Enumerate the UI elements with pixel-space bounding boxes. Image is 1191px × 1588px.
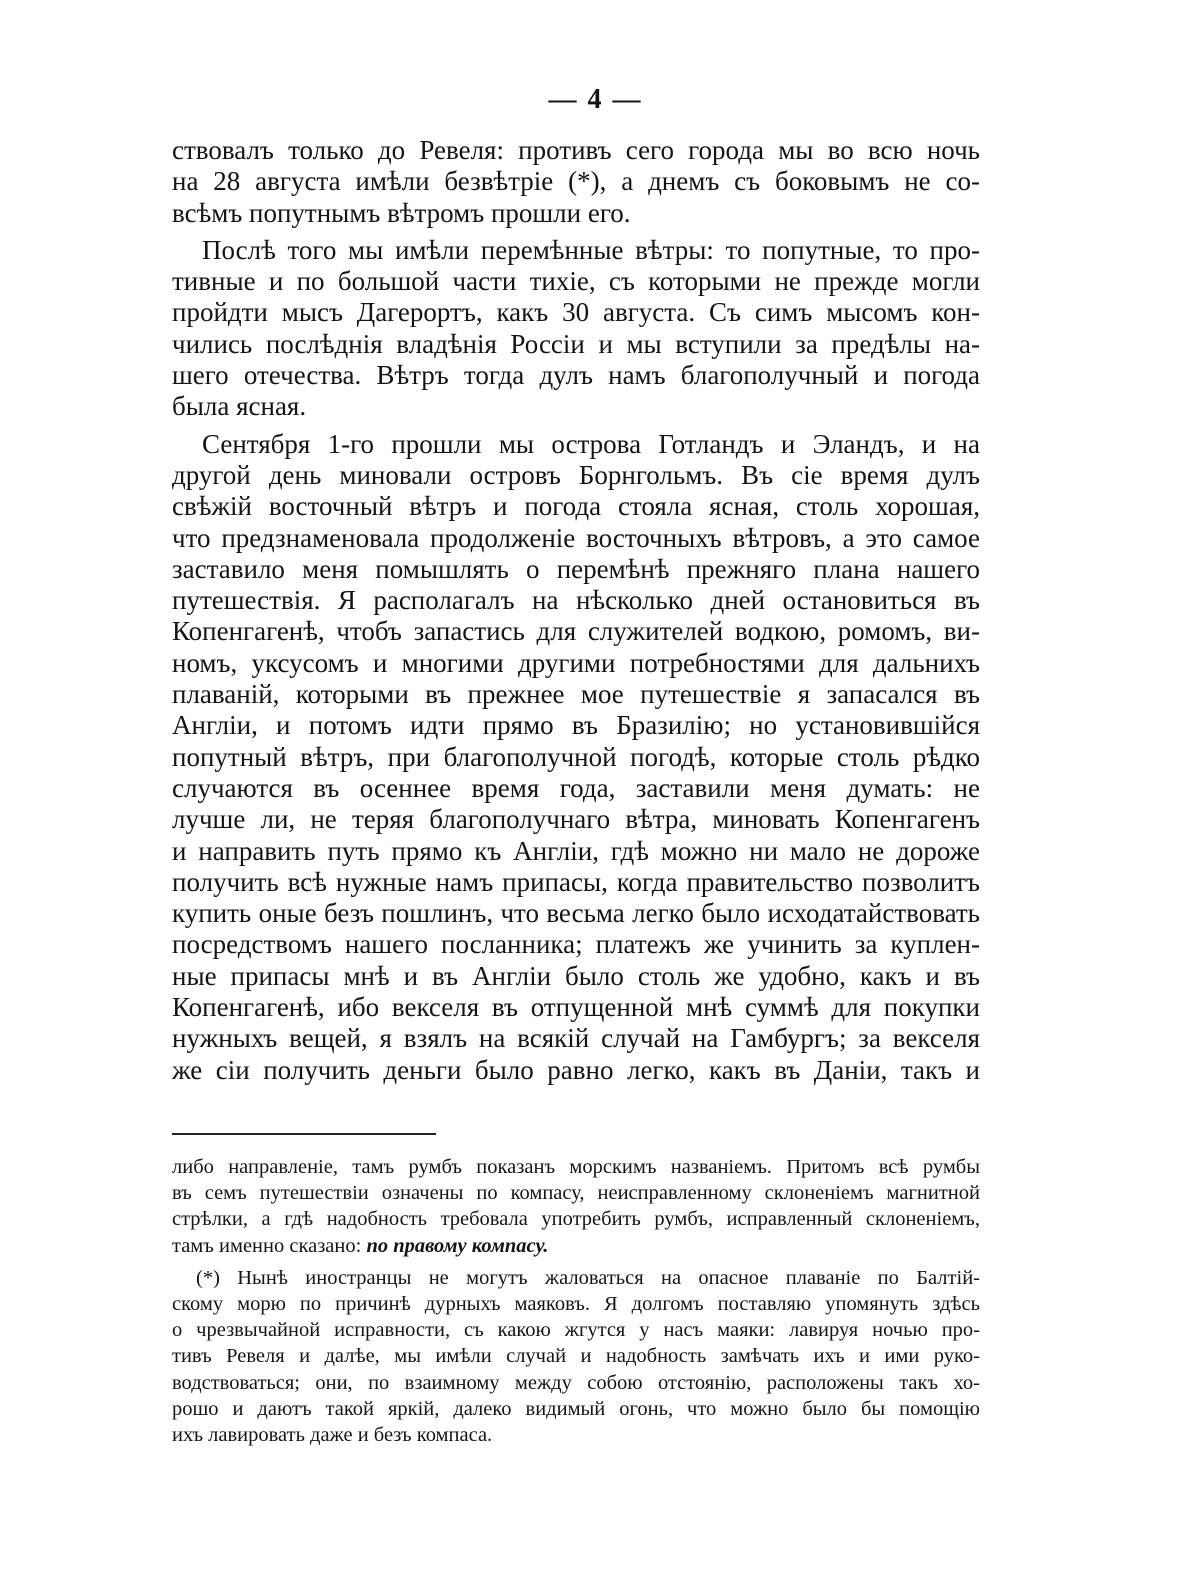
- text-line: шего отечества. Вѣтръ тогда дулъ намъ благополучный и погода: [172, 360, 980, 391]
- text-line: ствовалъ только до Ревеля: противъ сего города мы во всю ночь: [172, 135, 980, 165]
- text-line: пройдти мысъ Дагерортъ, какъ 30 августа. Съ симъ мысомъ кон-: [172, 297, 980, 328]
- text-line: что предзнаменовала продолженіе восточныхъ вѣтровъ, а это самое: [172, 522, 980, 553]
- text-line: посредствомъ нашего посланника; платежъ же учинить за куплен-: [172, 929, 980, 960]
- text-line: плаваній, которыми въ прежнее мое путешествіе я запасался въ: [172, 679, 980, 710]
- text-line: другой день миновали островъ Борнгольмъ. Въ сіе время дулъ: [172, 459, 980, 490]
- paragraph-3: [172, 429, 980, 1086]
- footnote-line: водствоваться; они, по взаимному между собою отстоянію, расположены такъ хо-: [172, 1371, 980, 1394]
- main-text: [172, 135, 980, 1086]
- text-line: попутный вѣтръ, при благополучной погодѣ, которые столь рѣдко: [172, 741, 980, 772]
- footnote-line: либо направленіе, тамъ румбъ показанъ морскимъ названіемъ. Притомъ всѣ румбы: [172, 1156, 980, 1178]
- text-line: и направить путь прямо къ Англіи, гдѣ можно ни мало не дороже: [172, 835, 980, 866]
- text-line: купить оные безъ пошлинъ, что весьма легко было исходатайствовать: [172, 898, 980, 929]
- footnote-continued: [172, 1154, 980, 1259]
- text-line: Англіи, и потомъ идти прямо въ Бразилію; но установившійся: [172, 710, 980, 741]
- footnotes: [172, 1154, 980, 1448]
- footnote-line: тивъ Ревеля и далѣе, мы имѣли случай и надобность замѣчать ихъ и ими руко-: [172, 1345, 980, 1368]
- text-line: чились послѣднія владѣнія Россіи и мы вступили за предѣлы на-: [172, 328, 980, 359]
- paragraph-1: [172, 135, 980, 229]
- footnote-line: ихъ лавировать даже и безъ компаса.: [172, 1424, 493, 1447]
- text-line: путешествія. Я располагалъ на нѣсколько дней остановиться въ: [172, 585, 980, 616]
- text-line: же сіи получить деньги было равно легко, какъ въ Даніи, такъ и: [172, 1054, 980, 1085]
- text-line: была ясная.: [172, 391, 307, 422]
- text-line: всѣмъ попутнымъ вѣтромъ прошли его.: [172, 197, 631, 228]
- footnote-line: [172, 1233, 980, 1259]
- paragraph-2: [172, 235, 980, 423]
- text-line: на 28 августа имѣли безвѣтріе (*), а днемъ съ боковымъ не со-: [172, 166, 980, 197]
- text-line: тивные и по большой части тихіе, съ которыми не прежде могли: [172, 266, 980, 297]
- text-line: номъ, уксусомъ и многими другими потребностями для дальнихъ: [172, 647, 980, 678]
- footnote-line: стрѣлки, а гдѣ надобность требовала употребить румбъ, исправленный склоненіемъ,: [172, 1208, 980, 1231]
- footnote-line: рошо и даютъ такой яркій, далеко видимый огонь, что можно было бы помощію: [172, 1397, 980, 1420]
- footnote-line: въ семъ путешествіи означены по компасу, неисправленному склоненіемъ магнитной: [172, 1182, 980, 1205]
- footnote-divider: [172, 1133, 436, 1135]
- footnote-line: (*) Нынѣ иностранцы не могутъ жаловаться на опасное плаваніе по Балтій-: [196, 1266, 980, 1289]
- footnote-line: о чрезвычайной исправности, съ какою жгутся у насъ маяки: лавируя ночью про-: [172, 1319, 980, 1342]
- text-line: лучше ли, не теряя благополучнаго вѣтра, миновать Копенгагенъ: [172, 804, 980, 835]
- text-line: случаются въ осеннее время года, заставили меня думать: не: [172, 772, 980, 803]
- footnote-star: [172, 1265, 980, 1448]
- footnote-line-prefix: тамъ именно сказано:: [172, 1234, 362, 1257]
- text-line: Сентября 1-го прошли мы острова Готландъ и Эландъ, и на: [202, 428, 980, 459]
- page-number: — 4 —: [548, 84, 643, 115]
- text-line: ные припасы мнѣ и въ Англіи было столь же удобно, какъ и въ: [172, 960, 980, 991]
- text-line: Копенгагенѣ, чтобъ запастись для служителей водкою, ромомъ, ви-: [172, 616, 980, 647]
- text-line: получить всѣ нужные намъ припасы, когда правительство позволитъ: [172, 866, 980, 897]
- footnote-line: скому морю по причинѣ дурныхъ маяковъ. Я долгомъ поставляю упомянуть здѣсь: [172, 1293, 980, 1316]
- footnote-emphasis: по правому компасу.: [366, 1234, 549, 1257]
- text-line: свѣжій восточный вѣтръ и погода стояла ясная, столь хорошая,: [172, 491, 980, 522]
- text-line: Копенгагенѣ, ибо векселя въ отпущенной мнѣ суммѣ для покупки: [172, 992, 980, 1023]
- text-line: заставило меня помышлять о перемѣнѣ прежняго плана нашего: [172, 553, 980, 584]
- text-line: нужныхъ вещей, я взялъ на всякій случай на Гамбургъ; за векселя: [172, 1023, 980, 1054]
- text-line: Послѣ того мы имѣли перемѣнные вѣтры: то попутные, то про-: [202, 234, 980, 265]
